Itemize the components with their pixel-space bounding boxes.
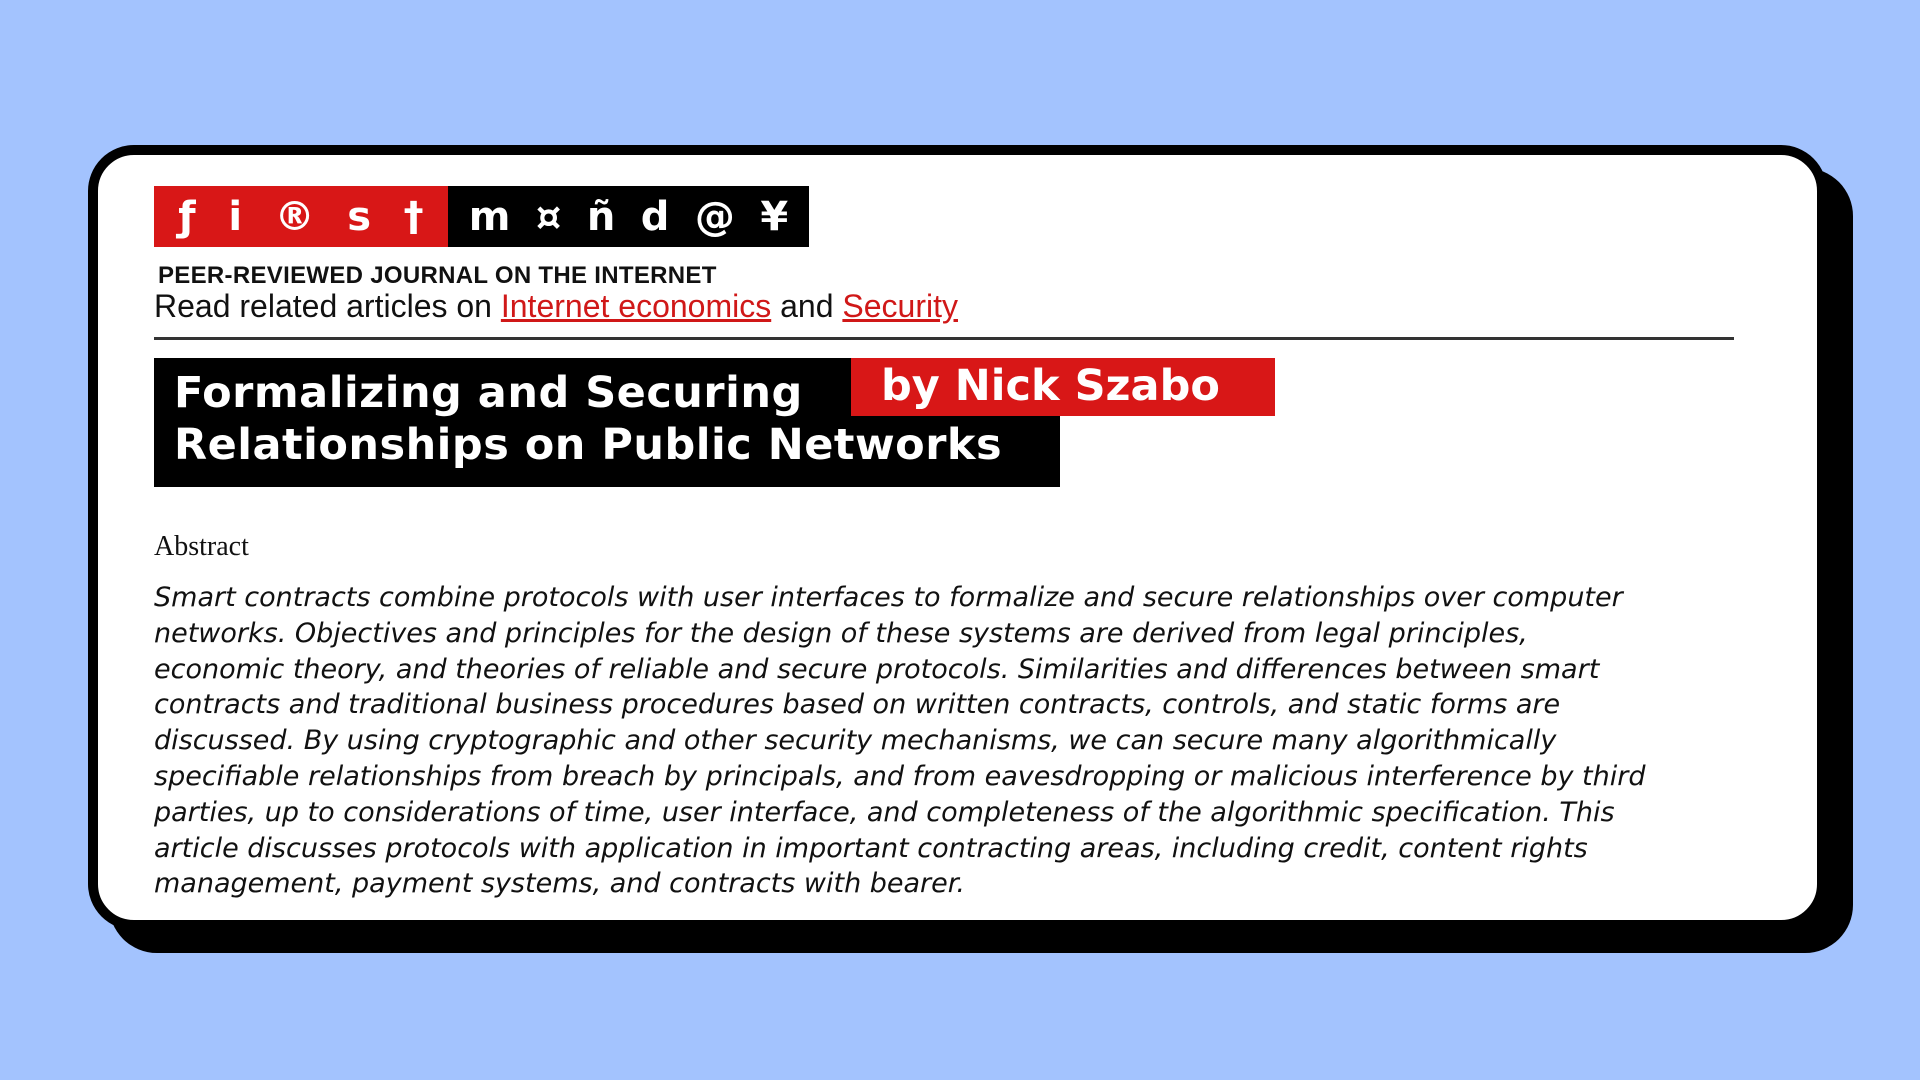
- logo-glyph: s: [347, 193, 372, 240]
- logo-glyph: ñ: [586, 193, 616, 240]
- logo-glyph: @: [694, 193, 735, 240]
- logo-glyph: ®: [274, 193, 315, 240]
- abstract-line: discussed. By using cryptographic and other security mechanisms, we can secure many algorithmically: [154, 725, 1557, 757]
- abstract-line: management, payment systems, and contracts with bearer.: [154, 868, 965, 900]
- author-byline: by Nick Szabo: [851, 358, 1275, 416]
- related-prefix: Read related articles on: [154, 288, 492, 324]
- first-monday-logo[interactable]: [154, 186, 809, 247]
- logo-glyph: ƒ: [178, 193, 196, 240]
- abstract-line: parties, up to considerations of time, user interface, and completeness of the algorithmic specification. This: [154, 796, 1615, 828]
- abstract-line: contracts and traditional business procedures based on written contracts, controls, and static forms are: [154, 689, 1561, 721]
- internet-economics-link[interactable]: Internet economics: [500, 288, 772, 324]
- abstract-line: networks. Objectives and principles for the design of these systems are derived from legal principles,: [154, 617, 1528, 649]
- logo-red-panel: [154, 186, 448, 247]
- article-title-line2: Relationships on Public Networks: [174, 420, 1003, 470]
- divider: [154, 337, 1734, 340]
- abstract-line: Smart contracts combine protocols with user interfaces to formalize and secure relationships over computer: [154, 582, 1623, 613]
- related-articles: [154, 288, 958, 325]
- logo-glyph: m: [468, 193, 511, 240]
- logo-glyph: i: [228, 193, 243, 240]
- article-title-line1: Formalizing and Securing: [174, 368, 803, 418]
- logo-glyph: ¤: [535, 193, 562, 240]
- logo-glyph: d: [640, 193, 670, 240]
- abstract-body: [154, 580, 1754, 902]
- logo-black-panel: [448, 186, 809, 247]
- abstract-line: economic theory, and theories of reliable and secure protocols. Similarities and differences between smart: [154, 653, 1600, 685]
- journal-tagline: PEER-REVIEWED JOURNAL ON THE INTERNET: [158, 262, 717, 289]
- related-conjunction: and: [780, 288, 834, 324]
- logo-glyph: †: [403, 193, 424, 240]
- abstract-line: article discusses protocols with application in important contracting areas, including credit, content rights: [154, 832, 1588, 864]
- logo-glyph: ¥: [760, 193, 789, 240]
- abstract-heading: Abstract: [154, 531, 249, 562]
- security-link[interactable]: Security: [842, 288, 958, 324]
- abstract-line: specifiable relationships from breach by principals, and from eavesdropping or malicious interference by third: [154, 760, 1646, 792]
